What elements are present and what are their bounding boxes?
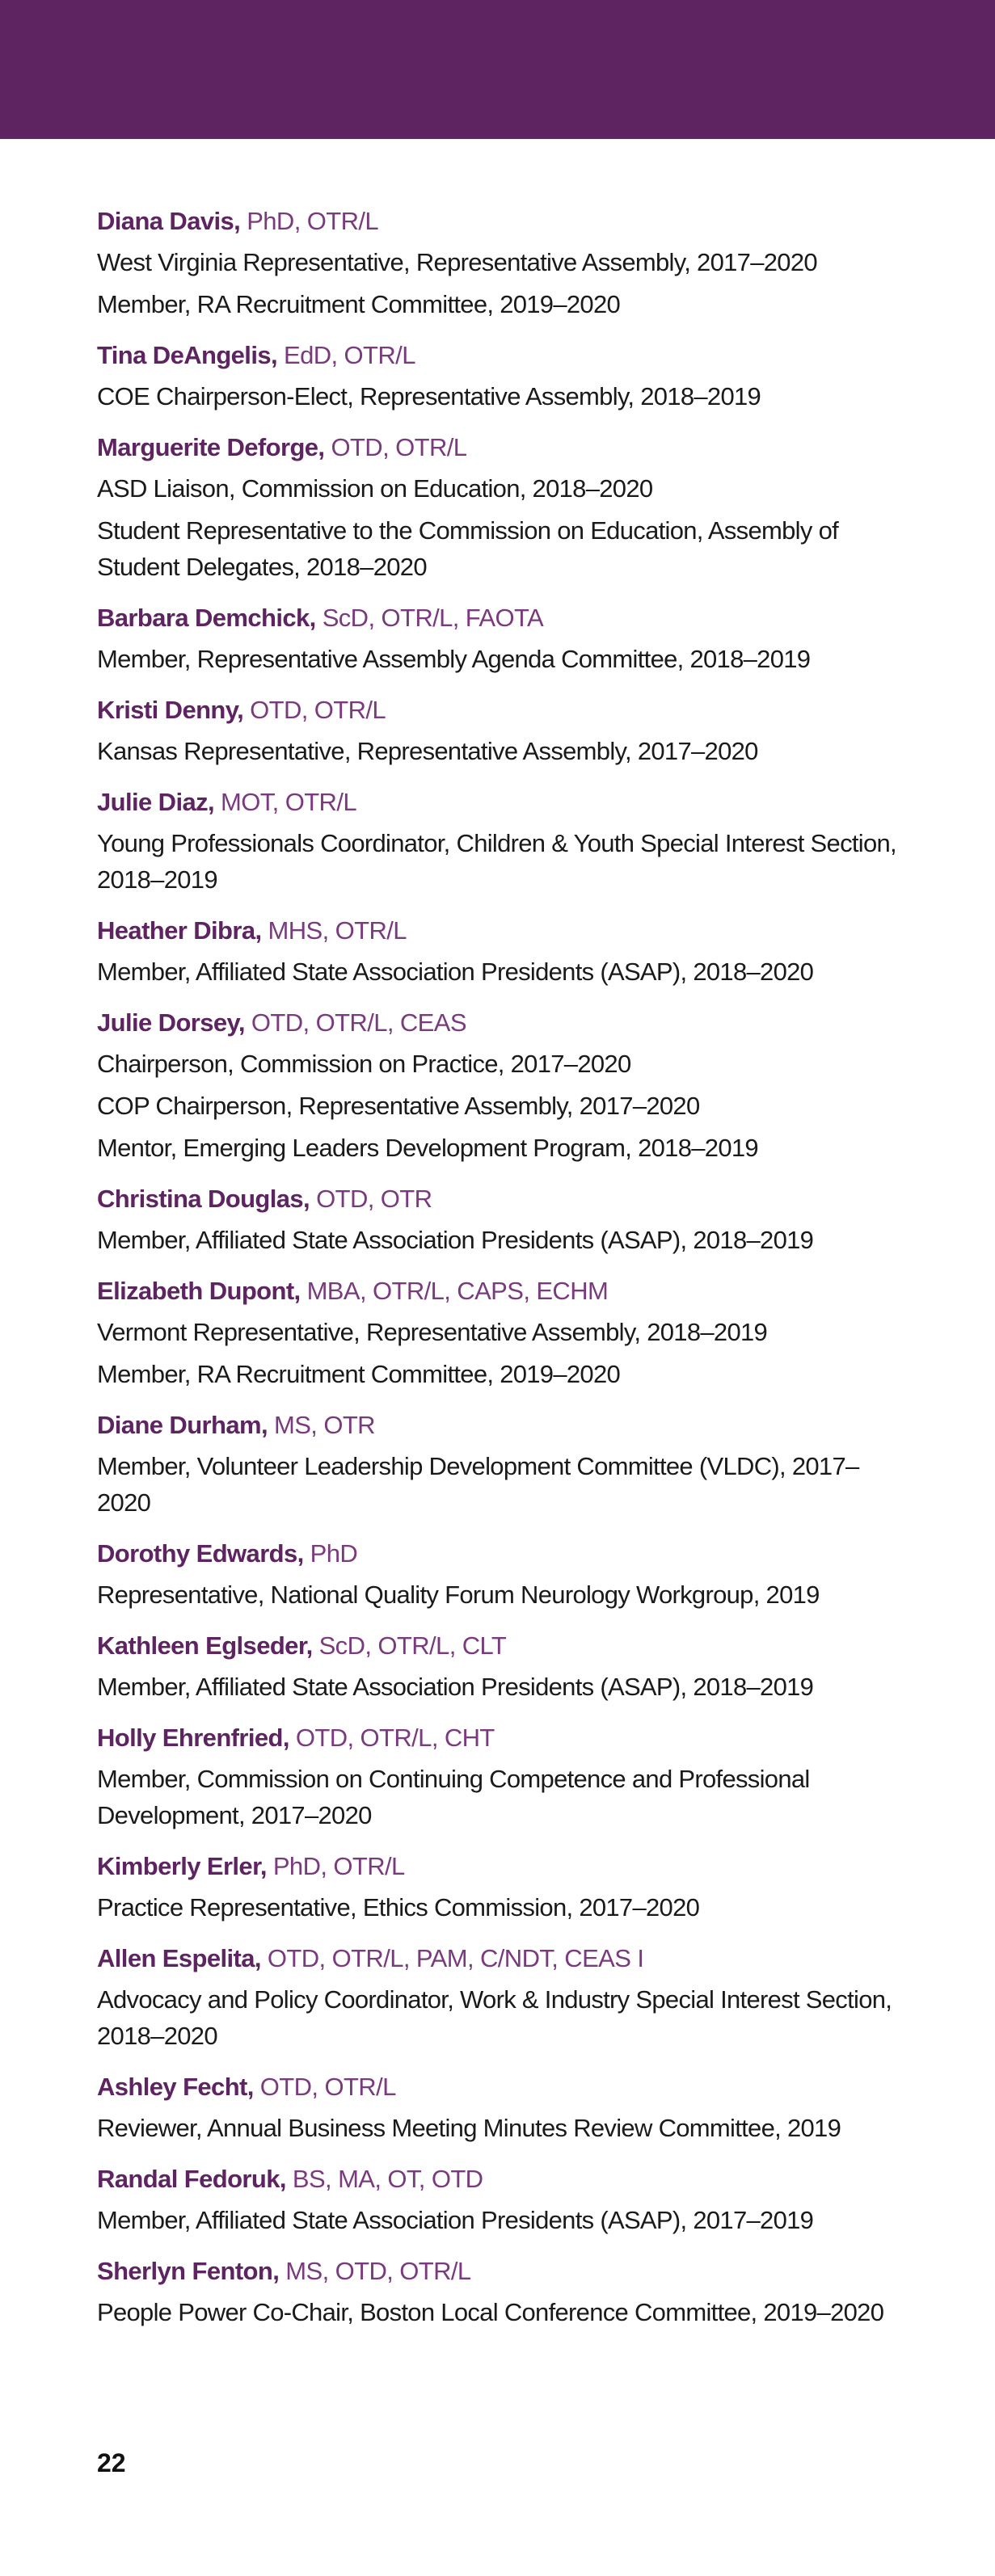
- person-name: Randal Fedoruk,: [97, 2165, 286, 2193]
- credentials: ScD, OTR/L, CLT: [318, 1631, 507, 1660]
- role-line: Representative, National Quality Forum Neurology Workgroup, 2019: [97, 1581, 820, 1609]
- name-line: [97, 1722, 905, 1754]
- list-item: [97, 1538, 905, 1613]
- name-line: [97, 339, 905, 372]
- role-line: Reviewer, Annual Business Meeting Minutes Review Committee, 2019: [97, 2114, 841, 2142]
- role-line: Vermont Representative, Representative Assembly, 2018–2019: [97, 1318, 768, 1346]
- list-item: [97, 602, 905, 677]
- role-line: COP Chairperson, Representative Assembly, 2017–2020: [97, 1092, 700, 1120]
- credentials: MHS, OTR/L: [268, 916, 407, 945]
- role-line: Advocacy and Policy Coordinator, Work & Industry Special Interest Section, 2018–2020: [97, 1985, 892, 2050]
- role-line: Member, Commission on Continuing Competence and Professional Development, 2017–2020: [97, 1765, 810, 1829]
- role-line: West Virginia Representative, Representative Assembly, 2017–2020: [97, 248, 817, 276]
- role-line: Member, RA Recruitment Committee, 2019–2020: [97, 290, 621, 318]
- list-item: [97, 1630, 905, 1705]
- role-line: Member, Affiliated State Association Presidents (ASAP), 2017–2019: [97, 2206, 814, 2234]
- role-line: Member, Affiliated State Association Presidents (ASAP), 2018–2019: [97, 1226, 814, 1254]
- credentials: OTD, OTR/L: [259, 2073, 396, 2101]
- person-name: Allen Espelita,: [97, 1944, 261, 1972]
- list-item: [97, 1183, 905, 1258]
- credentials: PhD, OTR/L: [247, 207, 379, 235]
- role-line: People Power Co-Chair, Boston Local Conference Committee, 2019–2020: [97, 2298, 884, 2326]
- name-line: [97, 205, 905, 238]
- credentials: MBA, OTR/L, CAPS, ECHM: [306, 1277, 609, 1305]
- person-name: Marguerite Deforge,: [97, 433, 325, 461]
- name-line: [97, 1275, 905, 1307]
- role-line: Young Professionals Coordinator, Children & Youth Special Interest Section, 2018–2019: [97, 829, 896, 894]
- list-item: [97, 915, 905, 990]
- credentials: OTD, OTR/L: [250, 696, 386, 724]
- list-item: [97, 786, 905, 898]
- person-name: Holly Ehrenfried,: [97, 1724, 289, 1752]
- person-name: Ashley Fecht,: [97, 2073, 254, 2101]
- person-name: Julie Diaz,: [97, 788, 215, 816]
- role-line: Member, Volunteer Leadership Development Committee (VLDC), 2017–2020: [97, 1452, 859, 1517]
- person-name: Diana Davis,: [97, 207, 241, 235]
- person-name: Diane Durham,: [97, 1411, 268, 1439]
- name-line: [97, 1409, 905, 1442]
- list-item: [97, 1850, 905, 1926]
- role-line: ASD Liaison, Commission on Education, 2018–2020: [97, 474, 653, 503]
- header-band: [0, 0, 995, 139]
- list-item: [97, 339, 905, 415]
- name-line: [97, 915, 905, 947]
- credentials: MS, OTR: [274, 1411, 375, 1439]
- name-line: [97, 1630, 905, 1662]
- role-line: Chairperson, Commission on Practice, 2017–2020: [97, 1050, 631, 1078]
- name-line: [97, 2163, 905, 2195]
- list-item: [97, 1275, 905, 1392]
- role-line: Mentor, Emerging Leaders Development Program, 2018–2019: [97, 1134, 758, 1162]
- credentials: OTD, OTR/L: [331, 433, 467, 461]
- name-line: [97, 694, 905, 726]
- name-line: [97, 2071, 905, 2103]
- role-line: Member, Representative Assembly Agenda Committee, 2018–2019: [97, 645, 811, 673]
- list-item: [97, 1722, 905, 1833]
- role-line: Student Representative to the Commission on Education, Assembly of Student Delegates, 2018–2020: [97, 516, 839, 581]
- name-line: [97, 2255, 905, 2288]
- list-item: [97, 1007, 905, 1166]
- person-name: Heather Dibra,: [97, 916, 262, 945]
- name-line: [97, 1943, 905, 1975]
- volunteer-list: [97, 205, 905, 2347]
- role-line: Kansas Representative, Representative Assembly, 2017–2020: [97, 737, 758, 765]
- credentials: BS, MA, OT, OTD: [292, 2165, 483, 2193]
- name-line: [97, 1183, 905, 1215]
- list-item: [97, 431, 905, 585]
- person-name: Barbara Demchick,: [97, 604, 316, 632]
- list-item: [97, 2163, 905, 2238]
- list-item: [97, 2071, 905, 2146]
- name-line: [97, 1850, 905, 1883]
- credentials: ScD, OTR/L, FAOTA: [322, 604, 544, 632]
- name-line: [97, 602, 905, 634]
- credentials: MOT, OTR/L: [221, 788, 356, 816]
- credentials: MS, OTD, OTR/L: [285, 2257, 471, 2285]
- person-name: Tina DeAngelis,: [97, 341, 277, 369]
- person-name: Christina Douglas,: [97, 1185, 310, 1213]
- role-line: Member, Affiliated State Association Presidents (ASAP), 2018–2020: [97, 958, 814, 986]
- person-name: Kimberly Erler,: [97, 1852, 267, 1880]
- list-item: [97, 205, 905, 322]
- credentials: EdD, OTR/L: [284, 341, 415, 369]
- role-line: Practice Representative, Ethics Commission, 2017–2020: [97, 1893, 700, 1921]
- role-line: Member, Affiliated State Association Presidents (ASAP), 2018–2019: [97, 1673, 814, 1701]
- credentials: OTD, OTR: [316, 1185, 432, 1213]
- list-item: [97, 1409, 905, 1521]
- credentials: PhD, OTR/L: [272, 1852, 405, 1880]
- credentials: OTD, OTR/L, CEAS: [251, 1008, 466, 1037]
- credentials: PhD: [310, 1539, 358, 1568]
- person-name: Dorothy Edwards,: [97, 1539, 304, 1568]
- name-line: [97, 1007, 905, 1039]
- name-line: [97, 1538, 905, 1570]
- person-name: Kristi Denny,: [97, 696, 244, 724]
- list-item: [97, 694, 905, 769]
- page-number: 22: [97, 2448, 126, 2477]
- credentials: OTD, OTR/L, PAM, C/NDT, CEAS I: [267, 1944, 644, 1972]
- name-line: [97, 786, 905, 819]
- person-name: Kathleen Eglseder,: [97, 1631, 313, 1660]
- person-name: Sherlyn Fenton,: [97, 2257, 280, 2285]
- role-line: COE Chairperson-Elect, Representative Assembly, 2018–2019: [97, 382, 761, 410]
- person-name: Julie Dorsey,: [97, 1008, 245, 1037]
- role-line: Member, RA Recruitment Committee, 2019–2020: [97, 1360, 621, 1388]
- credentials: OTD, OTR/L, CHT: [295, 1724, 495, 1752]
- list-item: [97, 1943, 905, 2054]
- list-item: [97, 2255, 905, 2330]
- name-line: [97, 431, 905, 464]
- person-name: Elizabeth Dupont,: [97, 1277, 301, 1305]
